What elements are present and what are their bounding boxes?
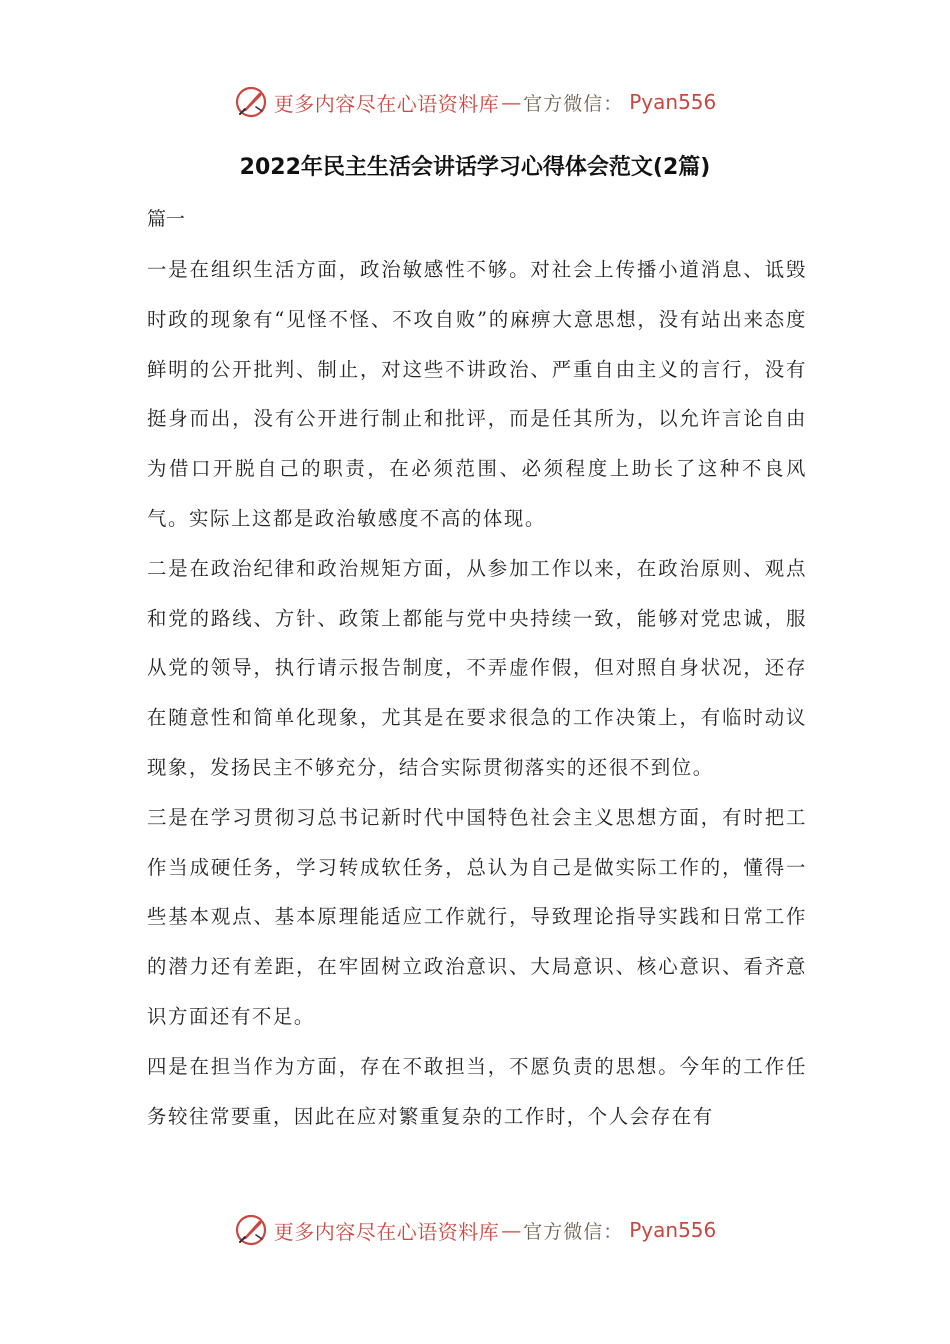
header-watermark-banner (0, 82, 950, 122)
banner-official-text: 官方微信： (523, 1220, 624, 1243)
paragraph-2: 二是在政治纪律和政治规矩方面，从参加工作以来，在政治原则、观点和党的路线、方针、政策上都能与党中央持续一致，能够对党忠诚，服从党的领导，执行请示报告制度，不弄虚作假，但对照自身状况，还存在随意性和简单化现象，尤其是在要求很急的工作决策上，有临时动议现象，发扬民主不够充分，结合实际贯彻落实的还很不到位。 (147, 556, 807, 779)
banner-dash: — (501, 90, 522, 114)
document-body (147, 245, 807, 1141)
banner-dash: — (501, 1218, 522, 1242)
document-title: 2022年民主生活会讲话学习心得体会范文(2篇) (239, 155, 711, 180)
paragraph-1: 一是在组织生活方面，政治敏感性不够。对社会上传播小道消息、诋毁时政的现象有“见怪不怪、不攻自败”的麻痹大意思想，没有站出来态度鲜明的公开批判、制止，对这些不讲政治、严重自由主义的言行，没有挺身而出，没有公开进行制止和批评，而是任其所为，以允许言论自由为借口开脱自己的职责，在必须范围、必须程度上助长了这种不良风气。实际上这都是政治敏感度不高的体现。 (147, 258, 807, 530)
quill-logo-icon (234, 1213, 268, 1247)
paragraph-3: 三是在学习贯彻习总书记新时代中国特色社会主义思想方面，有时把工作当成硬任务，学习转成软任务，总认为自己是做实际工作的，懂得一些基本观点、基本原理能适应工作就行，导致理论指导实践和日常工作的潜力还有差距，在牢固树立政治意识、大局意识、核心意识、看齐意识方面还有不足。 (147, 805, 807, 1028)
footer-watermark-banner (0, 1210, 950, 1250)
banner-site-text: 更多内容尽在心语资料库 (273, 91, 500, 116)
banner-site-text: 更多内容尽在心语资料库 (273, 1219, 500, 1244)
quill-logo-icon (234, 85, 268, 119)
paragraph-4: 四是在担当作为方面，存在不敢担当，不愿负责的思想。今年的工作任务较往常要重，因此在应对繁重复杂的工作时，个人会存在有 (147, 1054, 807, 1128)
banner-official-text: 官方微信： (523, 92, 624, 115)
banner-wechat-id: Pyan556 (629, 90, 717, 114)
banner-wechat-id: Pyan556 (629, 1218, 717, 1242)
section-label: 篇一 (147, 208, 186, 230)
